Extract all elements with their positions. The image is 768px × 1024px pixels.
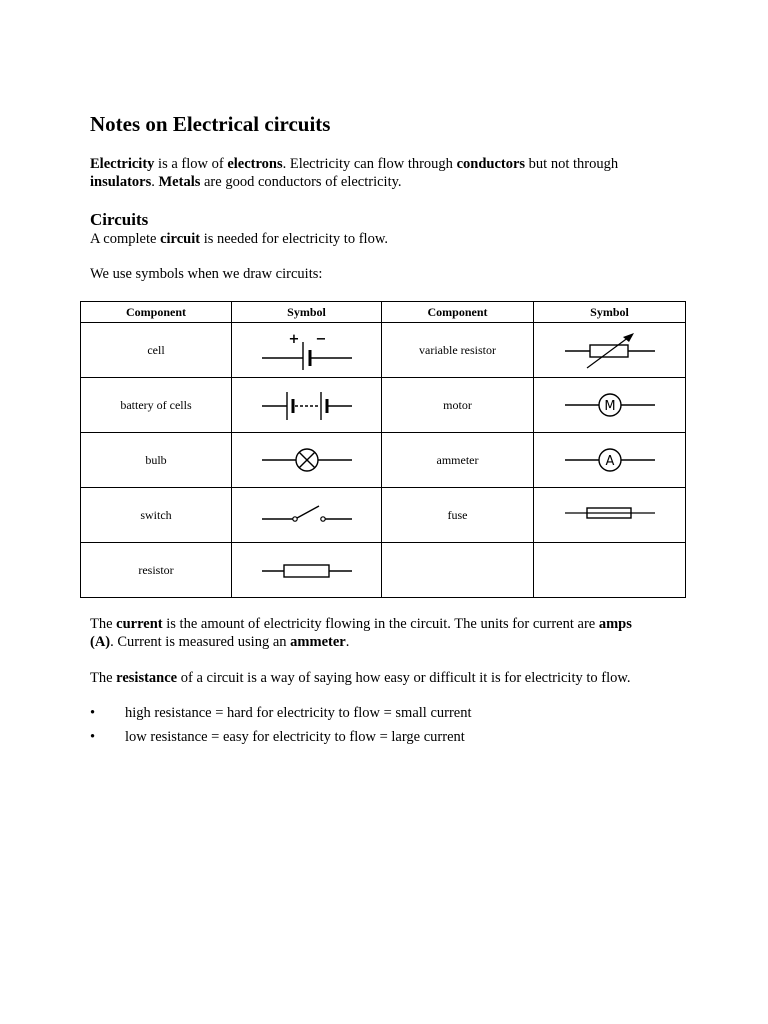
circuits-heading: Circuits (90, 210, 149, 229)
text-run: . (345, 634, 350, 650)
text-run: are good conductors of electricity. (200, 174, 402, 190)
symbol-cell (534, 433, 686, 488)
cell-symbol-icon (257, 330, 357, 370)
battery-symbol-icon (257, 385, 357, 425)
symbol-cell (232, 488, 382, 543)
bold-term: insulators (90, 174, 152, 190)
component-name: cell (81, 323, 232, 378)
bullet-icon: • (90, 705, 96, 721)
text-run: The (90, 670, 117, 686)
symbol-cell (232, 323, 382, 378)
component-symbol-table (80, 301, 686, 598)
component-name: motor (382, 378, 534, 433)
cell-plus-sign: + (288, 332, 299, 347)
table-header-row (81, 302, 686, 323)
resistance-paragraph (90, 669, 660, 687)
text-run: is a flow of (154, 156, 228, 172)
resistance-bullet-list (90, 704, 472, 752)
page-title: Notes on Electrical circuits (90, 112, 331, 136)
bold-term: (A) (90, 634, 111, 650)
text-run: . Electricity can flow through (282, 156, 457, 172)
symbol-cell (534, 323, 686, 378)
text-run: is the amount of electricity flowing in the circuit. The units for current are (162, 616, 599, 632)
header-symbol-1: Symbol (232, 302, 382, 323)
bullet-text: high resistance = hard for electricity to flow = small current (125, 705, 472, 721)
table-row (81, 543, 686, 598)
header-component-2: Component (382, 302, 534, 323)
ammeter-letter: A (605, 454, 614, 469)
header-component-1: Component (81, 302, 232, 323)
resistor-symbol-icon (257, 550, 357, 590)
component-name: ammeter (382, 433, 534, 488)
symbol-cell (232, 543, 382, 598)
current-line-1 (90, 615, 660, 633)
component-name: resistor (81, 543, 232, 598)
text-run: The (90, 616, 117, 632)
bold-term: ammeter (290, 634, 346, 650)
motor-letter: M (603, 399, 616, 414)
symbol-cell (232, 378, 382, 433)
text-run: of a circuit is a way of saying how easy or difficult it is for electricity to flow. (177, 670, 631, 686)
symbol-cell (534, 378, 686, 433)
table-row (81, 323, 686, 378)
motor-symbol-icon (560, 385, 660, 425)
bold-term: resistance (116, 670, 178, 686)
text-run: is needed for electricity to flow. (200, 231, 388, 247)
bold-term: amps (598, 616, 632, 632)
bold-term: circuit (160, 231, 201, 247)
table-row (81, 433, 686, 488)
table-row (81, 488, 686, 543)
table-row (81, 378, 686, 433)
circuits-line (90, 230, 660, 248)
bullet-text: low resistance = easy for electricity to flow = large current (125, 729, 465, 745)
text-run: . (151, 174, 159, 190)
text-run: but not through (525, 156, 619, 172)
bold-term: conductors (456, 156, 526, 172)
intro-line-1 (90, 155, 660, 173)
empty-cell (382, 543, 534, 598)
symbols-paragraph (90, 265, 660, 283)
component-name: switch (81, 488, 232, 543)
symbols-line: We use symbols when we draw circuits: (90, 266, 323, 282)
header-symbol-2: Symbol (534, 302, 686, 323)
variable-resistor-symbol-icon (560, 330, 660, 370)
symbol-cell (232, 433, 382, 488)
cell-minus-sign: − (315, 332, 326, 347)
component-name: variable resistor (382, 323, 534, 378)
bold-term: Electricity (90, 156, 155, 172)
bullet-icon: • (90, 729, 96, 745)
component-name: fuse (382, 488, 534, 543)
empty-cell (534, 543, 686, 598)
current-paragraph (90, 615, 660, 651)
circuits-paragraph (90, 230, 660, 248)
symbol-cell (534, 488, 686, 543)
bold-term: electrons (227, 156, 283, 172)
ammeter-symbol-icon (560, 440, 660, 480)
component-name: bulb (81, 433, 232, 488)
bulb-symbol-icon (257, 440, 357, 480)
text-run: . Current is measured using an (110, 634, 291, 650)
current-line-2 (90, 633, 660, 651)
resistance-line (90, 669, 660, 687)
text-run: A complete (90, 231, 161, 247)
fuse-symbol-icon (560, 495, 660, 535)
intro-line-2 (90, 173, 660, 191)
switch-symbol-icon (257, 495, 357, 535)
bold-term: current (116, 616, 163, 632)
component-name: battery of cells (81, 378, 232, 433)
list-item (90, 704, 472, 728)
list-item (90, 728, 472, 752)
bold-term: Metals (158, 174, 201, 190)
intro-paragraph (90, 155, 660, 191)
